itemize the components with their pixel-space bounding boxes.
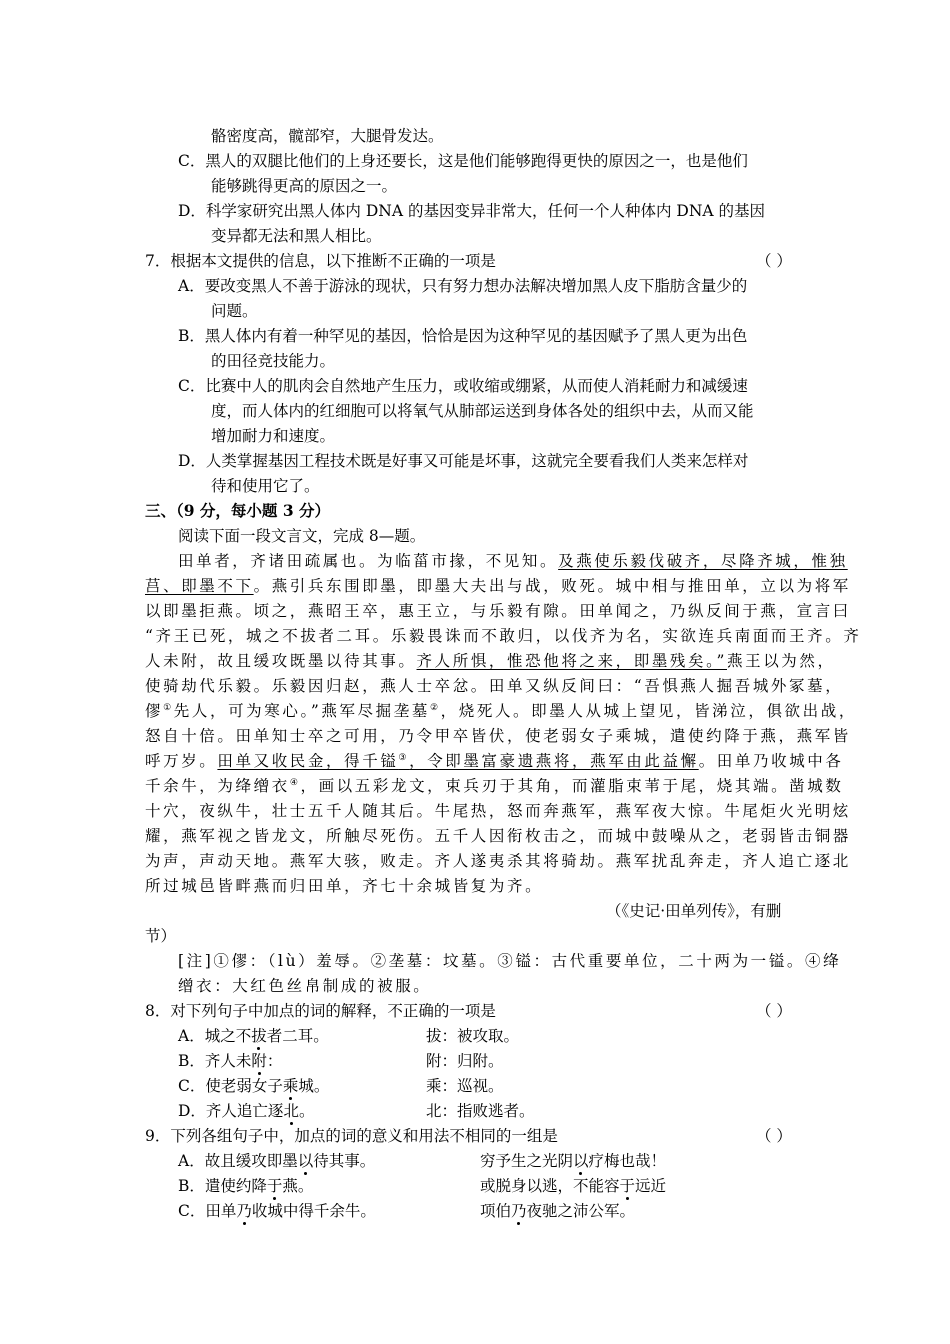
section-three-heading: 三、（9 分，每小题 3 分） [145,501,331,520]
q9-option-a-left: A．故且缓攻即墨以待其事。 [178,1152,376,1170]
dotted-word: 乃 [236,1202,252,1220]
q9-option-b-left: B．遣使约降于燕。 [178,1177,314,1195]
passage-line-4: “齐王已死，城之不拔者二耳。乐毅畏诛而不敢归，以伐齐为名，实欲连兵南面而王齐。齐 [145,627,862,645]
footnote-marker: ④ [289,777,301,788]
passage-text: 僇 [145,702,164,720]
underlined-sentence: 齐人所惧，惟恐他将之来，即墨残矣。” [416,652,727,670]
passage-text: ，画以五彩龙文，束兵刃于其角，而灌脂束苇于尾，烧其端。凿城数 [300,777,844,795]
section-three-instruction: 阅读下面一段文言文，完成 8—题。 [178,527,426,545]
passage-text: 。燕引兵东围即墨，即墨大夫出与战，败死。城中相与推田单，立以为将军 [253,577,851,595]
q7-option-d-line2: 待和使用它了。 [211,477,320,495]
footnote-marker: ③ [398,752,410,763]
passage-line-12: 耀，燕军视之皆龙文，所触尽死伤。五千人因衔枚击之，而城中鼓噪从之，老弱皆击铜器 [145,827,851,845]
q6-option-d-line1: D．科学家研究出黑人体内 DNA 的基因变异非常大，任何一个人种体内 DNA 的基因 [178,202,766,220]
underlined-sentence: 莒、即墨不下 [145,577,254,595]
dotted-word: 以 [297,1152,314,1170]
passage-text: 。田单乃收城中各 [698,752,844,770]
passage-source: （《史记·田单列传》，有删 [606,902,782,920]
q6-option-c-line2: 能够跳得更高的原因之一。 [211,177,398,195]
passage-line-7 [145,699,857,723]
footnotes-line-2: 缯衣：大红色丝帛制成的被服。 [178,977,432,995]
q7-option-c-line2: 度，而人体内的红细胞可以将氧气从肺部运送到身体各处的组织中去，从而又能 [211,402,754,420]
q8-option-c: C．使老弱女子乘城。 [178,1077,330,1095]
dotted-word: 拔 [251,1027,267,1045]
dotted-word: 于 [266,1177,283,1195]
passage-source-continuation: 节） [145,927,177,945]
passage-line-3: 以即墨拒燕。顷之，燕昭王卒，惠王立，与乐毅有隙。田单闻之，乃纵反间于燕，宣言曰 [145,602,851,620]
q8-answer-blank: （ ） [756,1002,792,1020]
passage-text: ，烧死人。即墨人从城上望见，皆涕泣，俱欲出战， [440,702,857,720]
passage-text: 燕王以为然， [727,652,836,670]
q9-answer-blank: （ ） [756,1127,792,1145]
q8-option-c-gloss: 乘：巡视。 [426,1077,504,1095]
dotted-word: 乃 [511,1202,527,1220]
q6-option-c-line1: C．黑人的双腿比他们的上身还要长，这是他们能够跑得更快的原因之一，也是他们 [178,152,748,170]
q9-stem: 9．下列各组句子中，加点的词的意义和用法不相同的一组是 [145,1127,558,1145]
q9-option-b-right: 或脱身以逃，不能容于远近 [480,1177,667,1195]
q8-option-a: A．城之不拔者二耳。 [178,1027,329,1045]
q7-option-c-line1: C．比赛中人的肌肉会自然地产生压力，或收缩或绷紧，从而使人消耗耐力和减缓速 [178,377,748,395]
passage-line-5 [145,649,836,673]
passage-line-8: 怒自十倍。田单知士卒之可用，乃令甲卒皆伏，使老弱女子乘城，遣使约降于燕，燕军皆 [145,727,851,745]
q7-option-c-line3: 增加耐力和速度。 [211,427,336,445]
q7-answer-blank: （ ） [756,252,792,270]
q6-option-d-line2: 变异都无法和黑人相比。 [211,227,382,245]
passage-line-11: 十穴，夜纵牛，壮士五千人随其后。牛尾热，怒而奔燕军，燕军夜大惊。牛尾炬火光明炫 [145,802,851,820]
q7-option-b-line1: B．黑人体内有着一种罕见的基因，恰恰是因为这种罕见的基因赋予了黑人更为出色 [178,327,748,345]
passage-text: 人未附，故且缓攻既墨以待其事。 [145,652,417,670]
dotted-word: 以 [573,1152,589,1170]
q7-stem: 7．根据本文提供的信息，以下推断不正确的一项是 [145,252,496,270]
q6-option-b-continuation: 骼密度高，髋部窄，大腿骨发达。 [211,127,444,145]
q7-option-b-line2: 的田径竞技能力。 [211,352,336,370]
passage-line-1 [178,549,848,573]
q8-stem: 8．对下列句子中加点的词的解释，不正确的一项是 [145,1002,496,1020]
footnote-marker: ② [429,702,441,713]
passage-line-9 [145,749,844,773]
passage-text: 先人，可为寒心。”燕军尽掘垄墓 [173,702,430,720]
q8-option-a-gloss: 拔：被攻取。 [426,1027,520,1045]
dotted-word: 乘 [282,1077,299,1095]
q9-option-a-right: 穷予生之光阴以疗梅也哉！ [480,1152,667,1170]
q7-option-a-line1: A．要改变黑人不善于游泳的现状，只有努力想办法解决增加黑人皮下脂肪含量少的 [178,277,748,295]
passage-text: 呼万岁。 [145,752,218,770]
dotted-word: 附 [251,1052,267,1070]
passage-line-6: 使骑劫代乐毅。乐毅因归赵，燕人士卒忿。田单又纵反间曰：“吾惧燕人掘吾城外冢墓， [145,677,844,695]
q8-option-b-gloss: 附：归附。 [426,1052,504,1070]
q7-option-a-line2: 问题。 [211,302,258,320]
passage-line-13: 为声，声动天地。燕军大骇，败走。齐人遂夷杀其将骑劫。燕军扰乱奔走，齐人追亡逐北 [145,852,851,870]
underlined-sentence: 及燕使乐毅伐破齐，尽降齐城，惟独 [558,552,848,570]
q8-option-d: D．齐人追亡逐北。 [178,1102,315,1120]
dotted-word: 于 [619,1177,636,1195]
footnotes-line-1: [注]①僇：（lù）羞辱。②垄墓：坟墓。③镒：古代重要单位，二十两为一镒。④绛 [178,952,842,970]
passage-text: 千余牛，为绛缯衣 [145,777,290,795]
underlined-sentence: 田单又收民金，得千镒③，令即墨富豪遗燕将，燕军由此益懈 [217,752,699,770]
passage-line-14: 所过城邑皆畔燕而归田单，齐七十余城皆复为齐。 [145,877,544,895]
q8-option-d-gloss: 北：指败逃者。 [426,1102,535,1120]
passage-line-10 [145,774,844,798]
dotted-word: 北 [283,1102,299,1120]
q8-option-b: B．齐人未附： [178,1052,283,1070]
q9-option-c-left: C．田单乃收城中得千余牛。 [178,1202,376,1220]
q9-option-c-right: 项伯乃夜驰之沛公军。 [480,1202,636,1220]
q7-option-d-line1: D．人类掌握基因工程技术既是好事又可能是坏事，这就完全要看我们人类来怎样对 [178,452,749,470]
footnote-marker: ① [163,702,174,713]
passage-text: 田单者，齐诸田疏属也。为临菑市掾，不见知。 [178,552,559,570]
passage-line-2 [145,574,851,598]
